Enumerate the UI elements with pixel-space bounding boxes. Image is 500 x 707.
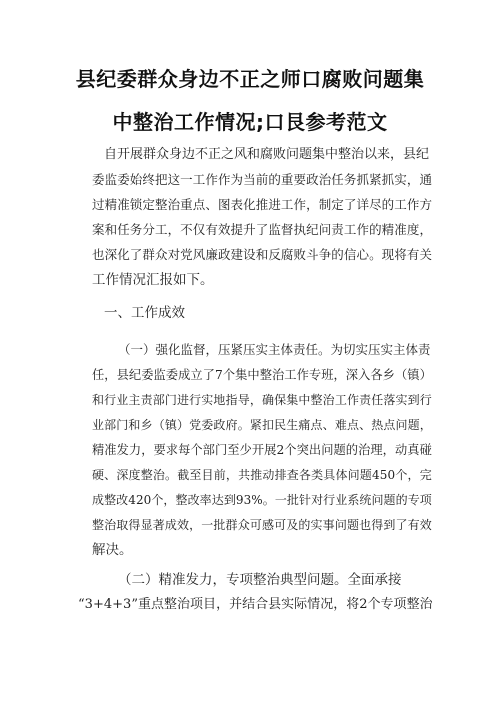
paragraph-line: 工作情况汇报如下。 — [92, 272, 214, 288]
paragraph-line: （一）强化监督，压紧压实主体责任。为切实压实主体责 — [118, 342, 431, 357]
paragraph-line: 精 准 发 力 ， 要 求 每 个 部 门 至 少 开 展 2 个 突 出 问 题 的 治 理 ， 动 真 碰 — [92, 443, 432, 457]
paragraph-line: 过 精 准 锁 定 整 治 重 点 、 图 表 化 推 进 工 作 ， 制 定 了 详 尽 的 工 作 方 — [92, 197, 432, 212]
paragraph-line: 整 治 取 得 显 著 成 效 ， 一 批 群 众 可 感 可 及 的 实 事 问 题 也 得 到 了 有 效 — [92, 518, 432, 532]
paragraph-line: 也 深 化 了 群 众 对 党 风 廉 政 建 设 和 反 腐 败 斗 争 的 信 心 。 现 将 有 关 — [92, 247, 432, 262]
paragraph-line: 成 整 改 4 2 0 个 ， 整 改 率 达 到 9 3 % 。 一 批 针 对 行 业 系 统 问 题 的 专 项 — [92, 493, 432, 507]
section-heading-text: 一、工作成效 — [104, 305, 185, 321]
document-title-line-2: 中整治工作情况;口艮参考范文 — [112, 110, 388, 134]
paragraph-line: 硬 、 深 度 整 治 。 截 至 目 前 ， 共 推 动 排 查 各 类 具 体 问 题 4 5 0 个 ， 完 — [92, 468, 432, 482]
paragraph-line: 解决。 — [92, 542, 133, 558]
paragraph-line: 案 和 任 务 分 工 ， 不 仅 有 效 提 升 了 监 督 执 纪 问 责 工 作 的 精 准 度 ， — [92, 222, 432, 237]
paragraph-line: “ 3 + 4 + 3 ” 重 点 整 治 项 目 ， 并 结 合 县 实 际 情 况 ， 将 2 个 专 项 整 治 — [78, 597, 433, 612]
paragraph-line: 自开展群众身边不正之风和腐败问题集中整治以来，县纪 — [104, 147, 430, 162]
paragraph-line: （二）精准发力，专项整治典型问题。全面承接 — [118, 572, 402, 588]
paragraph-line: 任 ， 县 纪 委 监 委 成 立 了 7 个 集 中 整 治 工 作 专 班 ， 深 入 各 乡 （ 镇 ） — [92, 368, 432, 382]
document-title-line-1: 县纪委群众身边不正之师口腐败问题集 — [75, 67, 425, 91]
paragraph-line: 和 行 业 主 责 部 门 进 行 实 地 指 导 ， 确 保 集 中 整 治 工 作 责 任 落 实 到 行 — [92, 393, 432, 407]
paragraph-line: 委 监 委 始 终 把 这 一 工 作 作 为 当 前 的 重 要 政 治 任 务 抓 紧 抓 实 ， 通 — [92, 172, 432, 187]
paragraph-line: 业 部 门 和 乡 （ 镇 ） 党 委 政 府 。 紧 扣 民 生 痛 点 、 难 点 、 热 点 问 题 ， — [92, 418, 432, 432]
